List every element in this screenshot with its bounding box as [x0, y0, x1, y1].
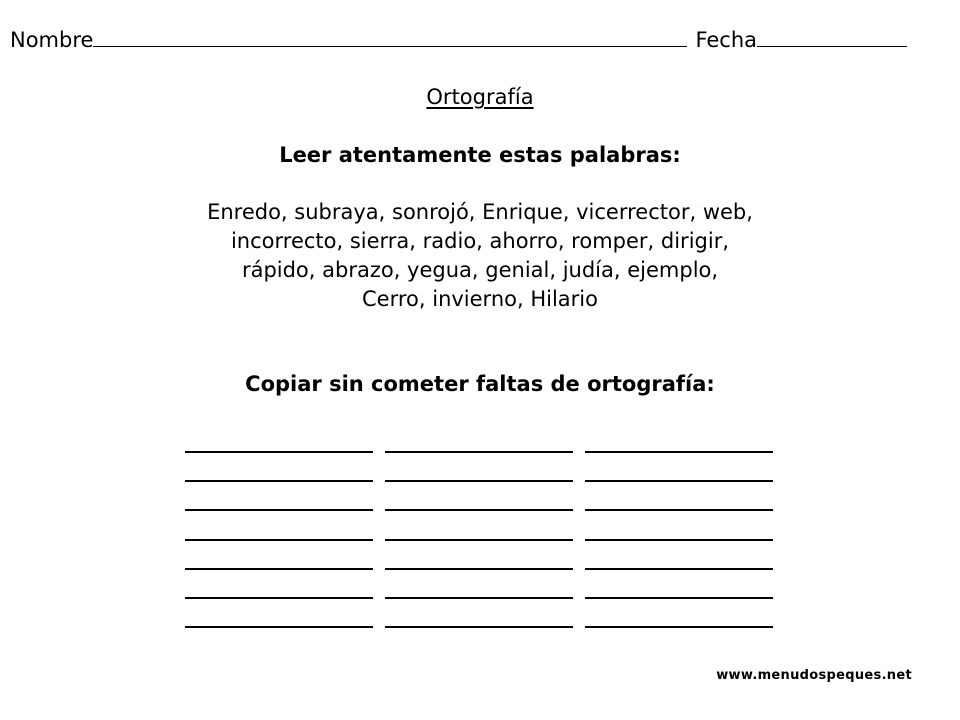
copy-row: [185, 515, 777, 544]
copy-row: [185, 544, 777, 573]
word-line: rápido, abrazo, yegua, genial, judía, ejemplo,: [241, 258, 719, 282]
word-line: Cerro, invierno, Hilario: [362, 287, 598, 311]
copy-blank-line[interactable]: [585, 573, 773, 599]
copy-blank-line[interactable]: [185, 427, 373, 453]
instruction-copy: Copiar sin cometer faltas de ortografía:: [245, 372, 715, 396]
copy-blank-line[interactable]: [185, 544, 373, 570]
copy-blank-line[interactable]: [385, 456, 573, 482]
word-line: Enredo, subraya, sonrojó, Enrique, vicerrector, web,: [207, 200, 753, 224]
footer-url: www.menudospeques.net: [716, 668, 912, 683]
copy-blank-line[interactable]: [585, 485, 773, 511]
instruction-read: Leer atentamente estas palabras:: [279, 143, 681, 167]
copy-row: [185, 427, 777, 456]
fecha-label: Fecha: [695, 28, 758, 52]
fecha-blank[interactable]: [757, 26, 907, 47]
copy-blank-line[interactable]: [585, 427, 773, 453]
copy-blank-line[interactable]: [185, 456, 373, 482]
copy-blank-line[interactable]: [385, 602, 573, 628]
copy-row: [185, 573, 777, 602]
copy-grid: [185, 427, 777, 631]
copy-row: [185, 485, 777, 514]
copy-blank-line[interactable]: [185, 515, 373, 541]
copy-blank-line[interactable]: [385, 485, 573, 511]
copy-blank-line[interactable]: [385, 544, 573, 570]
nombre-label: Nombre: [10, 28, 94, 52]
word-line: incorrecto, sierra, radio, ahorro, romper, dirigir,: [230, 229, 730, 253]
copy-blank-line[interactable]: [185, 485, 373, 511]
copy-blank-line[interactable]: [585, 544, 773, 570]
copy-blank-line[interactable]: [385, 573, 573, 599]
copy-row: [185, 456, 777, 485]
nombre-blank[interactable]: [93, 26, 687, 47]
page-title-wrapper: [0, 84, 960, 110]
copy-blank-line[interactable]: [585, 515, 773, 541]
word-list: [0, 198, 960, 314]
header: [10, 26, 940, 53]
copy-blank-line[interactable]: [385, 515, 573, 541]
page-title: Ortografía: [426, 85, 534, 109]
copy-blank-line[interactable]: [385, 427, 573, 453]
copy-blank-line[interactable]: [185, 573, 373, 599]
copy-blank-line[interactable]: [185, 602, 373, 628]
copy-blank-line[interactable]: [585, 602, 773, 628]
copy-blank-line[interactable]: [585, 456, 773, 482]
copy-row: [185, 602, 777, 631]
